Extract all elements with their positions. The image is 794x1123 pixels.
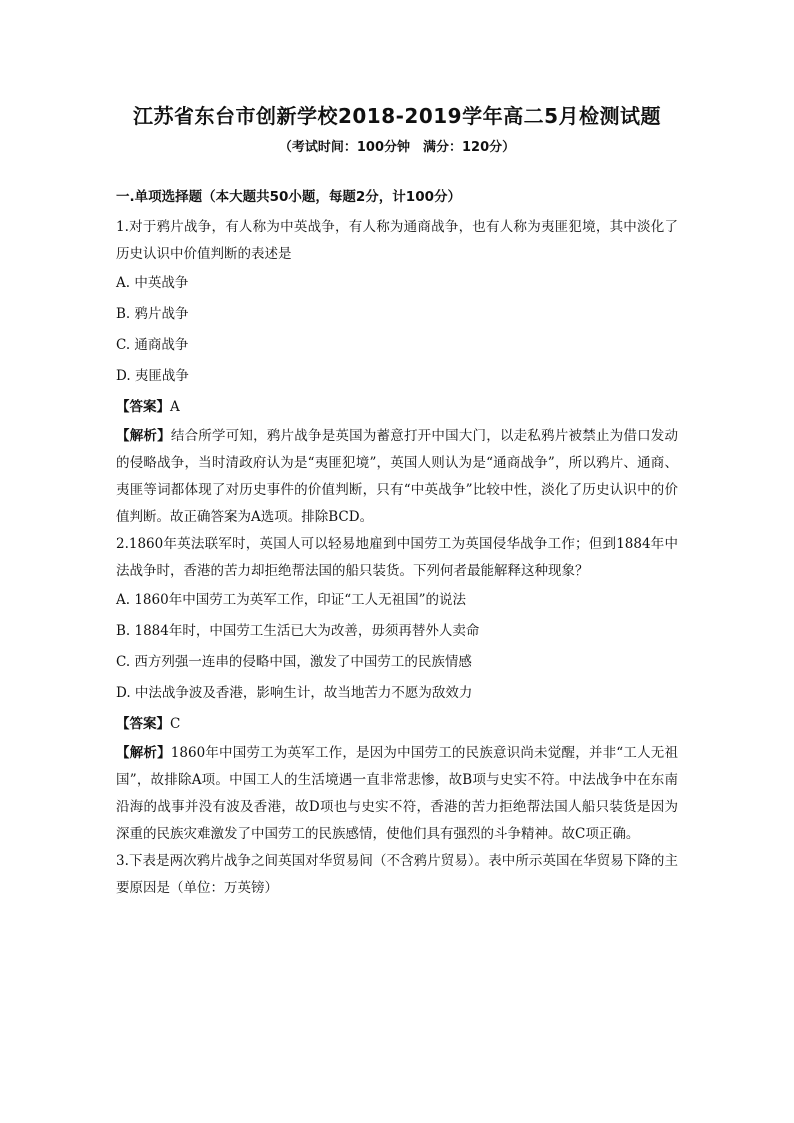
- analysis-label: 【解析】: [116, 745, 171, 761]
- analysis-block: [116, 740, 678, 848]
- answer-label: 【答案】: [116, 716, 170, 732]
- analysis-label: 【解析】: [116, 428, 171, 444]
- option-a: A. 1860年中国劳工为英军工作，印证“工人无祖国”的说法: [116, 592, 466, 608]
- option-c: C. 通商战争: [116, 337, 189, 353]
- section-heading: 一.单项选择题（本大题共50小题，每题2分，计100分）: [116, 189, 461, 205]
- answer-label: 【答案】: [116, 399, 170, 415]
- question-1: [116, 214, 678, 531]
- question-stem: 2.1860年英法联军时，英国人可以轻易地雇到中国劳工为英国侵华战争工作；但到1884年中法战争时，香港的苦力却拒绝帮法国的船只装货。下列何者最能解释这种现象？: [116, 536, 678, 579]
- answer-line: [116, 709, 678, 740]
- option-d: D. 夷匪战争: [116, 368, 189, 384]
- answer-line: [116, 392, 678, 423]
- option-d: D. 中法战争波及香港，影响生计，故当地苦力不愿为敌效力: [116, 685, 473, 701]
- option-b: B. 鸦片战争: [116, 306, 189, 322]
- question-stem: 1.对于鸦片战争，有人称为中英战争，有人称为通商战争，也有人称为夷匪犯境，其中淡化了历史认识中价值判断的表述是: [116, 219, 678, 262]
- analysis-text: 结合所学可知，鸦片战争是英国为蓄意打开中国大门，以走私鸦片被禁止为借口发动的侵略战争，当时清政府认为是“夷匪犯境”，英国人则认为是“通商战争”，所以鸦片、通商、夷匪等词都体现了对历史事件的价值判断，只有“中英战争”比较中性，淡化了历史认识中的价值判断。故正确答案为A选项。排除BCD。: [116, 428, 679, 525]
- analysis-text: 1860年中国劳工为英军工作，是因为中国劳工的民族意识尚未觉醒，并非“工人无祖国”，故排除A项。中国工人的生活境遇一直非常悲惨，故B项与史实不符。中法战争中在东南沿海的战事并没有波及香港，故D项也与史实不符，香港的苦力拒绝帮法国人船只装货是因为深重的民族灾难激发了中国劳工的民族感情，使他们具有强烈的斗争精神。故C项正确。: [116, 745, 678, 842]
- answer-value: C: [170, 716, 181, 732]
- question-3: [116, 848, 678, 902]
- question-stem: 3.下表是两次鸦片战争之间英国对华贸易间（不含鸦片贸易）。表中所示英国在华贸易下降的主要原因是（单位：万英镑）: [116, 853, 678, 896]
- analysis-block: [116, 423, 678, 531]
- option-b: B. 1884年时，中国劳工生活已大为改善，毋须再替外人卖命: [116, 623, 480, 639]
- option-c: C. 西方列强一连串的侵略中国，激发了中国劳工的民族情感: [116, 654, 472, 670]
- option-a: A. 中英战争: [116, 275, 189, 291]
- exam-page: [116, 100, 678, 902]
- page-title: 江苏省东台市创新学校2018-2019学年高二5月检测试题: [132, 104, 662, 128]
- question-2: [116, 531, 678, 848]
- answer-value: A: [170, 399, 180, 415]
- exam-info: （考试时间：100分钟 满分：120分）: [278, 140, 516, 155]
